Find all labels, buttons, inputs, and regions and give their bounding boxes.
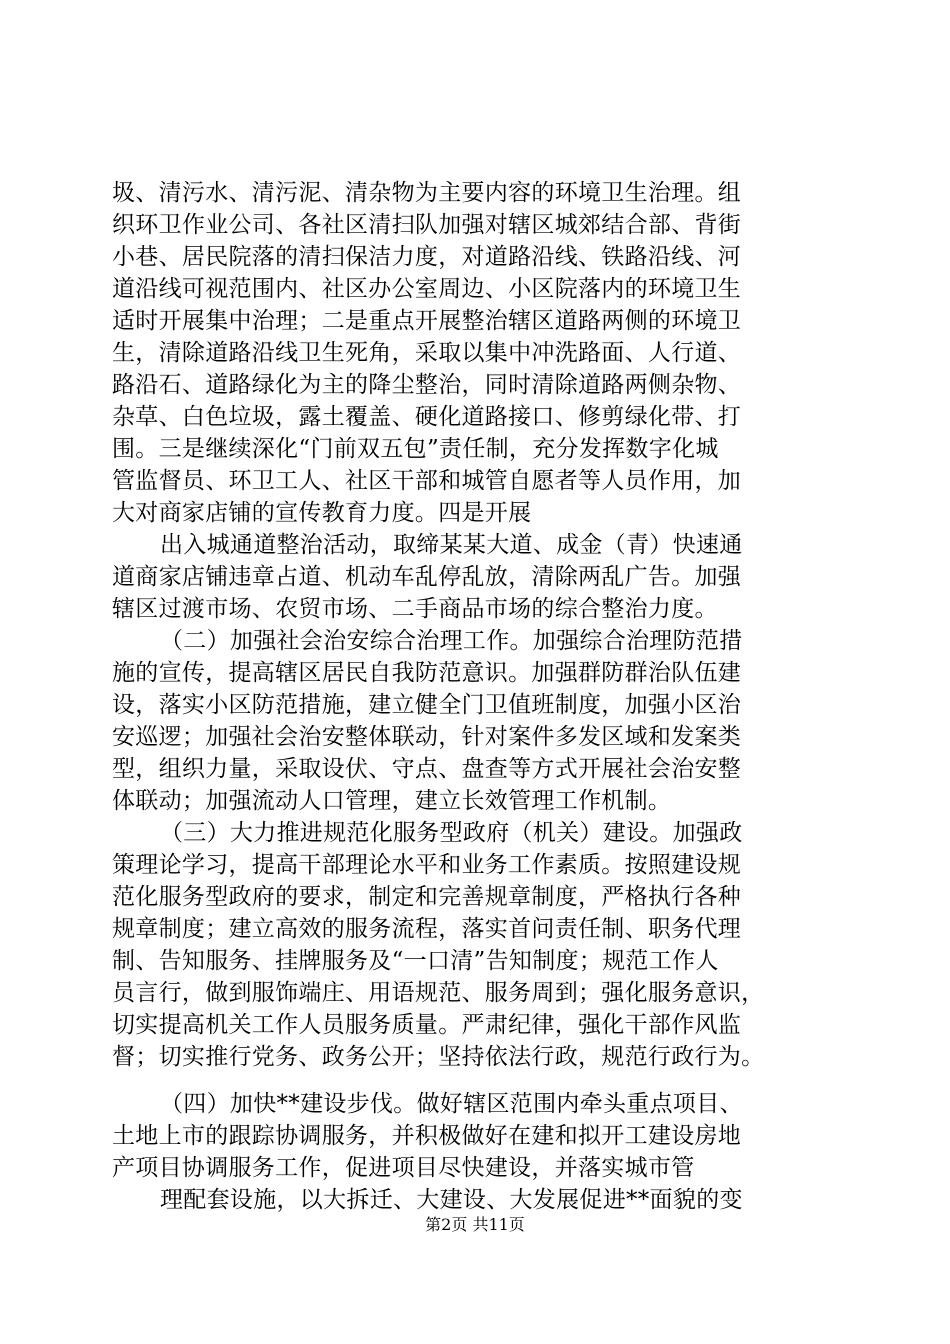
text-line: 切实提高机关工作人员服务质量。严肃纪律，强化干部作风监 xyxy=(112,1012,742,1038)
text-line: 策理论学习，提高干部理论水平和业务工作素质。按照建设规 xyxy=(112,852,742,878)
text-line: 道商家店铺违章占道、机动车乱停乱放，清除两乱广告。加强 xyxy=(112,564,742,590)
text-line: 路沿石、道路绿化为主的降尘整治，同时清除道路两侧杂物、 xyxy=(112,372,742,398)
paragraph-start-line: 出入城通道整治活动，取缔某某大道、成金（青）快速通 xyxy=(160,532,743,558)
text-line: 杂草、白色垃圾，露土覆盖、硬化道路接口、修剪绿化带、打 xyxy=(112,404,742,430)
page-number: 第2页 共11页 xyxy=(425,1215,525,1234)
text-line: 员言行，做到服饰端庄、用语规范、服务周到；强化服务意识， xyxy=(112,980,765,1006)
text-line: 范化服务型政府的要求，制定和完善规章制度，严格执行各种 xyxy=(112,884,742,910)
section-heading-line: （三）大力推进规范化服务型政府（机关）建设。加强政 xyxy=(160,820,743,846)
text-line: 道沿线可视范围内、社区办公室周边、小区院落内的环境卫生 xyxy=(112,276,742,302)
text-line: 设，落实小区防范措施，建立健全门卫值班制度，加强小区治 xyxy=(112,692,742,718)
text-line: 围。三是继续深化“门前双五包”责任制，充分发挥数字化城 xyxy=(112,436,719,462)
text-line: 型，组织力量，采取设伏、守点、盘查等方式开展社会治安整 xyxy=(112,756,742,782)
text-line: 管监督员、环卫工人、社区干部和城管自愿者等人员作用，加 xyxy=(112,468,742,494)
text-line: 生，清除道路沿线卫生死角，采取以集中冲洗路面、人行道、 xyxy=(112,340,742,366)
text-line: 小巷、居民院落的清扫保洁力度，对道路沿线、铁路沿线、河 xyxy=(112,244,742,270)
text-line: 土地上市的跟踪协调服务，并积极做好在建和拟开工建设房地 xyxy=(112,1123,742,1149)
text-line: 安巡逻；加强社会治安整体联动，针对案件多发区域和发案类 xyxy=(112,724,742,750)
paragraph-start-line: 理配套设施，以大拆迁、大建设、大发展促进**面貌的变 xyxy=(160,1187,743,1213)
section-heading-line: （四）加快**建设步伐。做好辖区范围内牵头重点项目、 xyxy=(160,1091,743,1117)
text-line: 体联动；加强流动人口管理，建立长效管理工作机制。 xyxy=(112,788,672,814)
text-line: 规章制度；建立高效的服务流程，落实首问责任制、职务代理 xyxy=(112,916,742,942)
text-line: 大对商家店铺的宣传教育力度。四是开展 xyxy=(112,500,532,526)
section-heading-line: （二）加强社会治安综合治理工作。加强综合治理防范措 xyxy=(160,628,743,654)
text-line: 圾、清污水、清污泥、清杂物为主要内容的环境卫生治理。组 xyxy=(112,180,742,206)
text-line: 制、告知服务、挂牌服务及“一口清”告知制度；规范工作人 xyxy=(112,948,719,974)
text-line: 织环卫作业公司、各社区清扫队加强对辖区城郊结合部、背街 xyxy=(112,212,742,238)
text-line: 产项目协调服务工作，促进项目尽快建设，并落实城市管 xyxy=(112,1155,695,1181)
text-line: 适时开展集中治理；二是重点开展整治辖区道路两侧的环境卫 xyxy=(112,308,742,334)
text-line: 辖区过渡市场、农贸市场、二手商品市场的综合整治力度。 xyxy=(112,596,718,622)
text-line: 督；切实推行党务、政务公开；坚持依法行政，规范行政行为。 xyxy=(112,1044,765,1070)
page-footer xyxy=(0,1215,950,1235)
text-line: 施的宣传，提高辖区居民自我防范意识。加强群防群治队伍建 xyxy=(112,660,742,686)
